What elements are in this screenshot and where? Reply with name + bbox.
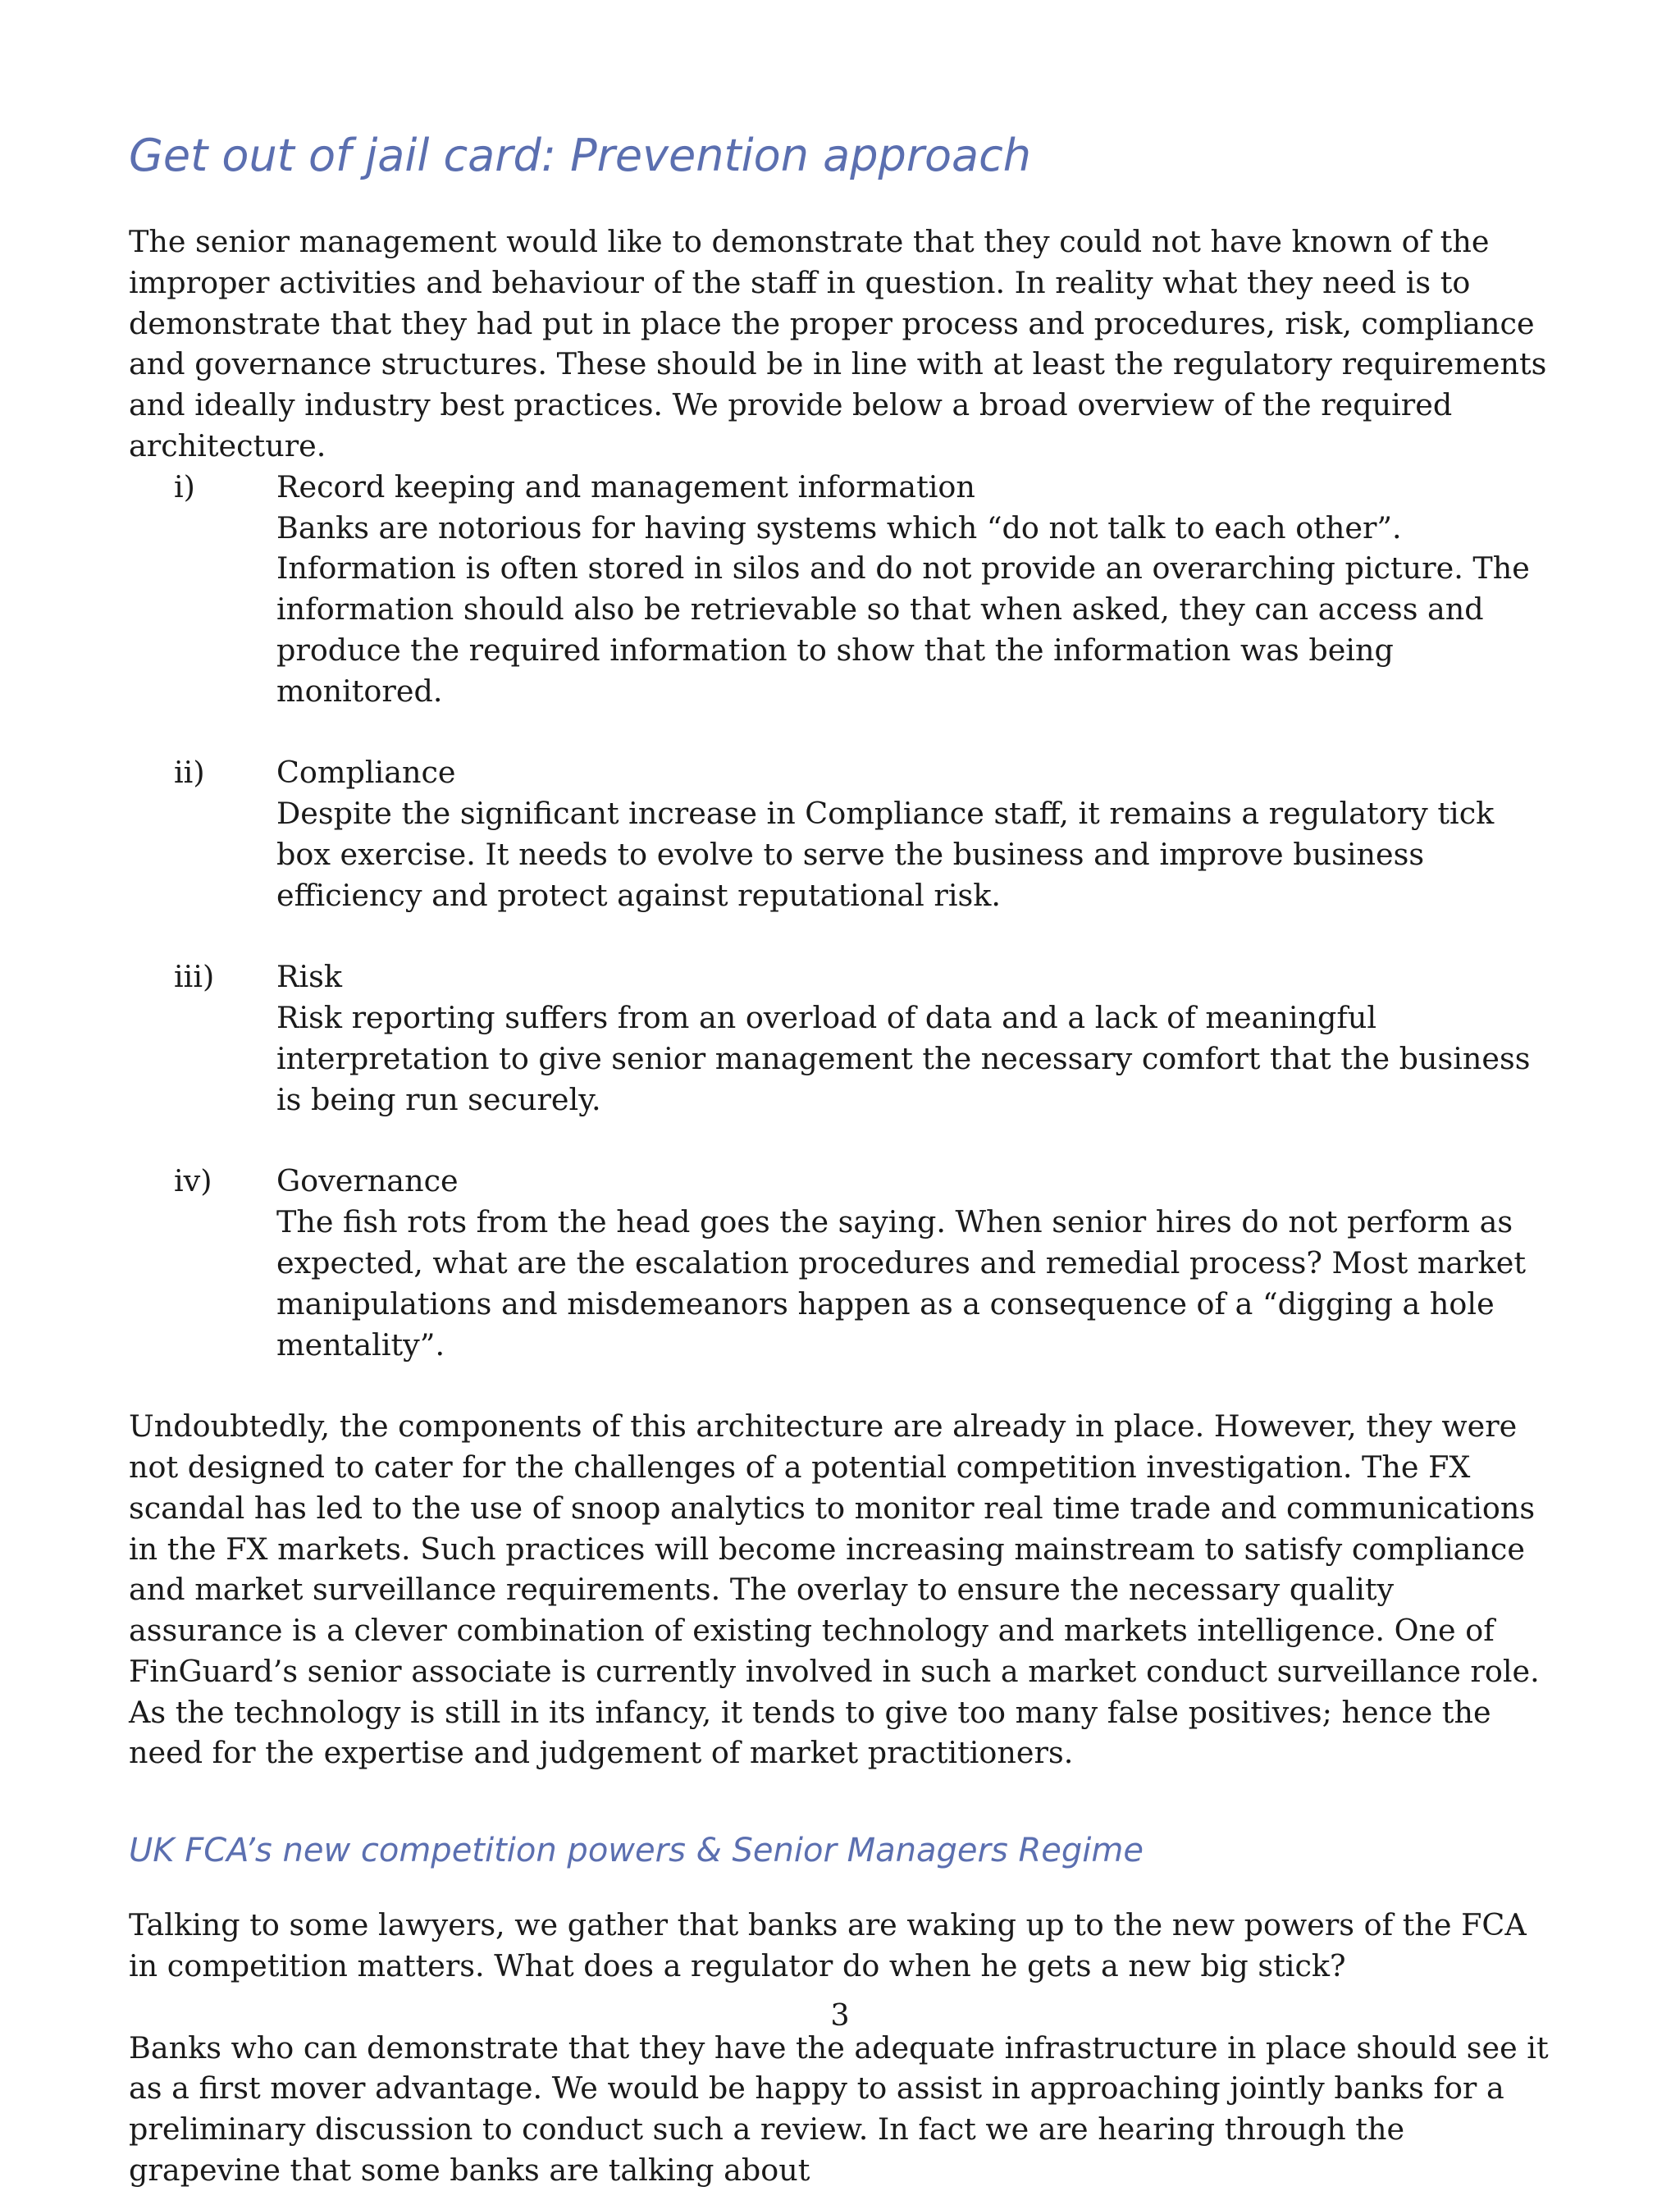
page-heading: Get out of jail card: Prevention approach (129, 130, 1031, 181)
list-item-body: Despite the significant increase in Compliance staff, it remains a regulatory tick box exercise. It needs to evolve to serve the business and improve business efficiency and protect against reputational risk. (276, 796, 1495, 913)
list-item-number: ii) (174, 755, 205, 791)
list-item-compliance (129, 752, 1557, 915)
fca-paragraph: Talking to some lawyers, we gather that banks are waking up to the new powers of the FCA in competition matters. What does a regulator do when he gets a new big stick? (129, 1907, 1527, 1984)
list-item-title: Governance (276, 1163, 459, 1199)
list-item-body: The fish rots from the head goes the saying. When senior hires do not perform as expected, what are the escalation procedures and remedial process? Most market manipulations and misdemeanors happen as a consequence of a “digging a hole mentality”. (276, 1204, 1527, 1363)
list-item-content (276, 956, 1557, 1120)
section-subheading: UK FCA’s new competition powers & Senior Managers Regime (129, 1832, 1144, 1870)
list-item-number: iii) (174, 959, 215, 995)
list-item-content (276, 1161, 1557, 1365)
list-item-number: i) (174, 468, 195, 504)
list-item-title: Compliance (276, 755, 456, 791)
banks-paragraph: Banks who can demonstrate that they have the adequate infrastructure in place should see it as a first mover advantage. We would be happy to assist in approaching jointly banks for a preliminary discussion to conduct such a review. In fact we are hearing through the grapevine that some banks are talking about (129, 2029, 1549, 2189)
page-number: 3 (830, 1997, 850, 2033)
list-item-content (276, 467, 1557, 712)
list-item-record-keeping (129, 467, 1557, 712)
intro-paragraph: The senior management would like to demonstrate that they could not have known of the improper activities and behaviour of the staff in question. In reality what they need is to demonstrate that they had put in place the proper process and procedures, risk, compliance and governance structures. These should be in line with at least the regulatory requirements and ideally industry best practices. We provide below a broad overview of the required architecture. (129, 224, 1547, 463)
list-item-title: Risk (276, 959, 343, 995)
architecture-list (129, 467, 1557, 1366)
list-item-content (276, 752, 1557, 915)
list-item-risk (129, 956, 1557, 1120)
conclusion-paragraph: Undoubtedly, the components of this architecture are already in place. However, they were not designed to cater for the challenges of a potential competition investigation. The FX scandal has led to the use of snoop analytics to monitor real time trade and communications in the FX markets. Such practices will become increasing mainstream to satisfy compliance and market surveillance requirements. The overlay to ensure the necessary quality assurance is a clever combination of existing technology and markets intelligence. One of FinGuard’s senior associate is currently involved in such a market conduct surveillance role. As the technology is still in its infancy, it tends to give too many false positives; hence the need for the expertise and judgement of market practitioners. (129, 1408, 1540, 1771)
list-item-title: Record keeping and management information (276, 468, 975, 504)
list-item-governance (129, 1161, 1557, 1365)
list-item-body: Banks are notorious for having systems which “do not talk to each other”. Information is often stored in silos and do not provide an overarching picture. The information should also be retrievable so that when asked, they can access and produce the required information to show that the information was being monitored. (276, 509, 1530, 709)
list-item-number: iv) (174, 1163, 212, 1199)
list-item-body: Risk reporting suffers from an overload of data and a lack of meaningful interpretation to give senior management the necessary comfort that the business is being run securely. (276, 1000, 1531, 1117)
